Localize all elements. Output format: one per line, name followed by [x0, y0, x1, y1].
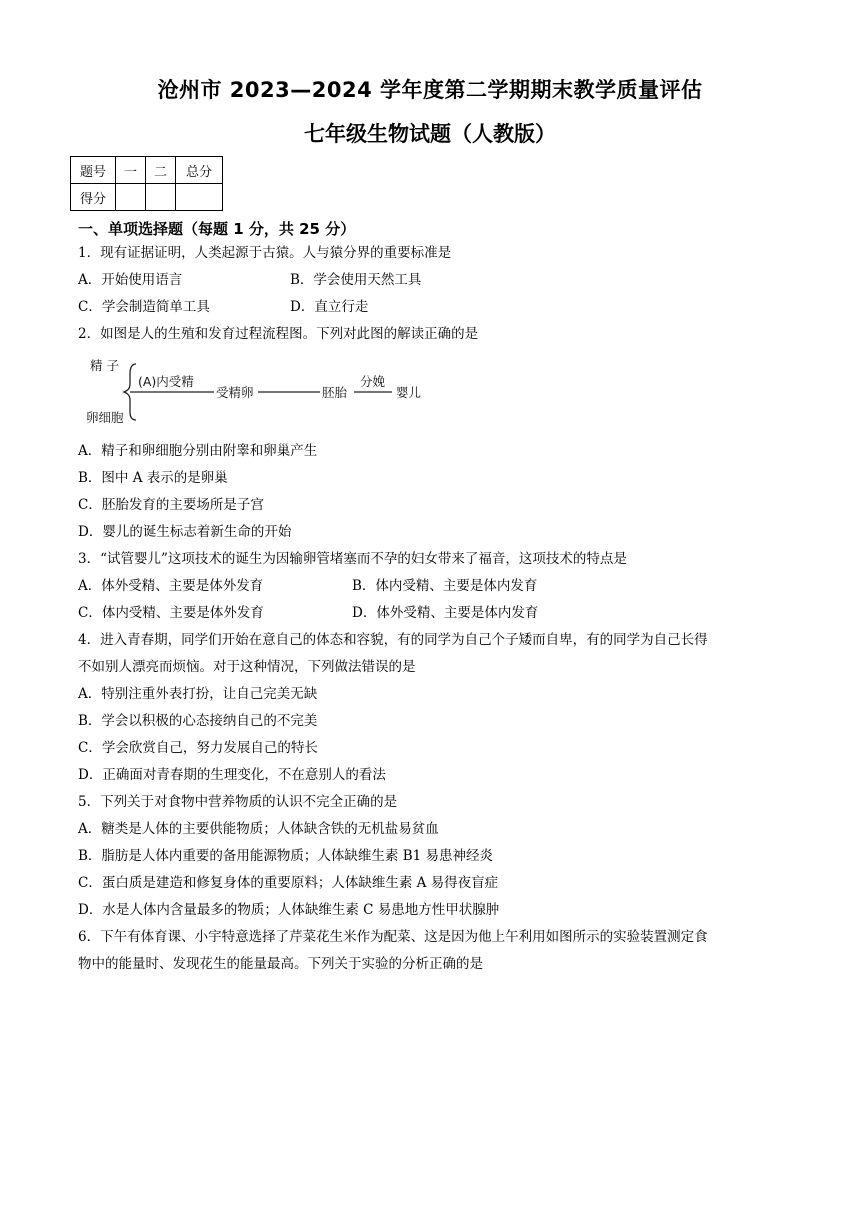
question-1-option-b: B．学会使用天然工具: [290, 272, 422, 288]
question-2-option-c: C．胚胎发育的主要场所是子宫: [78, 497, 264, 513]
question-1-stem: 1．现有证据证明，人类起源于古猿。人与猿分界的重要标准是: [78, 245, 452, 261]
question-2-option-d: D．婴儿的诞生标志着新生命的开始: [78, 524, 292, 540]
zygote-label: 受精卵: [216, 385, 254, 400]
score-cell: 二: [146, 157, 176, 184]
sperm-label: 精 子: [90, 358, 119, 373]
score-cell: [116, 184, 146, 211]
question-4-stem-line1: 4．进入青春期，同学们开始在意自己的体态和容貌，有的同学为自己个子矮而自卑，有的同学为自己长得: [78, 632, 708, 648]
question-6-stem-line1: 6．下午有体育课、小宇特意选择了芹菜花生米作为配菜、这是因为他上午利用如图所示的实验装置测定食: [78, 929, 708, 945]
question-4-stem-line2: 不如别人漂亮而烦恼。对于这种情况，下列做法错误的是: [78, 659, 416, 675]
question-2-stem: 2．如图是人的生殖和发育过程流程图。下列对此图的解读正确的是: [78, 326, 479, 342]
egg-label: 卵细胞: [86, 410, 124, 425]
question-5-stem: 5．下列关于对食物中营养物质的认识不完全正确的是: [78, 794, 398, 810]
question-5-option-c: C．蛋白质是建造和修复身体的重要原料；人体缺维生素 A 易得夜盲症: [78, 875, 499, 891]
score-cell: 得分: [71, 184, 116, 211]
question-4-option-b: B．学会以积极的心态接纳自己的不完美: [78, 713, 318, 729]
question-3-stem: 3．“试管婴儿”这项技术的诞生为因输卵管堵塞而不孕的妇女带来了福音，这项技术的特点是: [78, 551, 627, 567]
question-5-option-d: D．水是人体内含量最多的物质；人体缺维生素 C 易患地方性甲状腺肿: [78, 902, 500, 918]
score-cell: 题号: [71, 157, 116, 184]
score-cell: [146, 184, 176, 211]
question-1-option-d: D．直立行走: [290, 299, 369, 315]
question-5-option-a: A．糖类是人体的主要供能物质；人体缺含铁的无机盐易贫血: [78, 821, 439, 837]
score-cell: [176, 184, 223, 211]
question-3-option-a: A．体外受精、主要是体外发育: [78, 578, 264, 594]
reproduction-flow-diagram: [84, 354, 434, 426]
question-4-option-d: D．正确面对青春期的生理变化，不在意别人的看法: [78, 767, 386, 783]
question-3-option-c: C．体内受精、主要是体外发育: [78, 605, 264, 621]
fertilization-label: (A)内受精: [138, 374, 194, 389]
question-4-option-a: A．特别注重外表打扮，让自己完美无缺: [78, 686, 318, 702]
question-1-option-a: A．开始使用语言: [78, 272, 183, 288]
page-subtitle: 七年级生物试题（人教版）: [304, 122, 556, 146]
score-cell: 总分: [176, 157, 223, 184]
flow-lines: [84, 354, 434, 426]
page-title: 沧州市 2023—2024 学年度第二学期期末教学质量评估: [157, 78, 703, 102]
question-5-option-b: B．脂肪是人体内重要的备用能源物质；人体缺维生素 B1 易患神经炎: [78, 848, 494, 864]
score-cell: 一: [116, 157, 146, 184]
embryo-label: 胚胎: [322, 385, 348, 400]
score-table-row: [71, 157, 223, 184]
score-table-row: [71, 184, 223, 211]
score-table: [70, 156, 223, 211]
question-3-option-b: B．体内受精、主要是体内发育: [352, 578, 538, 594]
question-2-option-b: B．图中 A 表示的是卵巢: [78, 470, 228, 486]
question-1-option-c: C．学会制造简单工具: [78, 299, 210, 315]
question-6-stem-line2: 物中的能量时、发现花生的能量最高。下列关于实验的分析正确的是: [78, 956, 483, 972]
question-3-option-d: D．体外受精、主要是体内发育: [352, 605, 539, 621]
section-heading: 一、单项选择题（每题 1 分，共 25 分）: [78, 220, 356, 238]
birth-label: 分娩: [360, 374, 386, 389]
question-4-option-c: C．学会欣赏自己，努力发展自己的特长: [78, 740, 318, 756]
question-2-option-a: A．精子和卵细胞分别由附睾和卵巢产生: [78, 443, 318, 459]
baby-label: 婴儿: [396, 385, 422, 400]
